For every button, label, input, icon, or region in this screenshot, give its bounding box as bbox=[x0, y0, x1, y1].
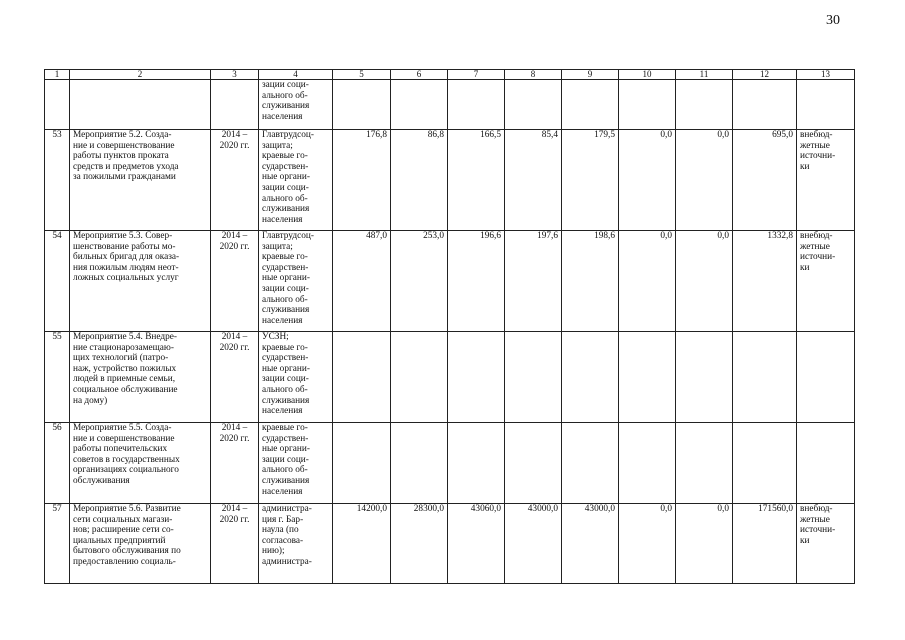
column-header: 3 bbox=[211, 70, 259, 80]
cell-line: ные органи- bbox=[262, 273, 310, 284]
cell-line: служивания bbox=[262, 101, 310, 112]
cell-line: 2020 гг. bbox=[219, 514, 250, 525]
header-row bbox=[45, 70, 855, 80]
cell-line: Главтрудсоц- bbox=[262, 231, 314, 241]
value-cell-v5 bbox=[333, 423, 391, 504]
value-cell-v8: 85,4 bbox=[505, 130, 562, 231]
value-cell-v5 bbox=[333, 80, 391, 130]
cell-line: краевые го- bbox=[262, 342, 308, 353]
cell-line: Мероприятие 5.3. Совер- bbox=[73, 231, 173, 241]
value-cell-v11: 0,0 bbox=[676, 231, 733, 332]
cell-line: обслуживания bbox=[73, 475, 130, 486]
table-row bbox=[45, 231, 855, 332]
cell-line: служивания bbox=[262, 305, 310, 316]
value-cell-v8 bbox=[505, 80, 562, 130]
cell-line: сударствен- bbox=[262, 353, 309, 364]
cell-line: людей в приемные семьи, bbox=[73, 374, 176, 385]
cell-line: защита; bbox=[262, 140, 293, 151]
cell-line: ние стационарозамещаю- bbox=[73, 342, 174, 353]
cell-line: зации соци- bbox=[262, 374, 309, 385]
cell-line: жетные bbox=[800, 140, 830, 151]
cell-line: ложных социальных услуг bbox=[73, 273, 179, 284]
cell-line: источни- bbox=[800, 151, 836, 162]
executor-cell bbox=[259, 80, 333, 130]
measure-cell bbox=[70, 130, 211, 231]
row-number: 55 bbox=[45, 332, 70, 423]
value-cell-v10 bbox=[619, 332, 676, 423]
cell-line: 2020 гг. bbox=[219, 241, 250, 252]
cell-line: зации соци- bbox=[262, 80, 309, 90]
cell-line: работы пунктов проката bbox=[73, 151, 169, 162]
cell-line: 2014 – bbox=[221, 332, 248, 342]
cell-line: ные органи- bbox=[262, 172, 310, 183]
source-cell bbox=[797, 504, 855, 584]
column-header: 10 bbox=[619, 70, 676, 80]
value-cell-v5: 176,8 bbox=[333, 130, 391, 231]
source-cell bbox=[797, 332, 855, 423]
cell-line: на дому) bbox=[73, 395, 108, 406]
value-cell-v11: 0,0 bbox=[676, 504, 733, 584]
executor-cell bbox=[259, 332, 333, 423]
cell-line: ального об- bbox=[262, 465, 308, 476]
cell-line: работы попечительских bbox=[73, 444, 168, 455]
value-cell-v7: 196,6 bbox=[448, 231, 505, 332]
cell-line: краевые го- bbox=[262, 151, 308, 162]
value-cell-v7: 43060,0 bbox=[448, 504, 505, 584]
period-cell bbox=[211, 80, 259, 130]
measure-cell bbox=[70, 231, 211, 332]
cell-line: служивания bbox=[262, 395, 310, 406]
cell-line: Мероприятие 5.5. Созда- bbox=[73, 423, 172, 433]
table-row bbox=[45, 80, 855, 130]
cell-line: социальное обслуживание bbox=[73, 384, 178, 395]
value-cell-v8: 197,6 bbox=[505, 231, 562, 332]
cell-line: зации соци- bbox=[262, 283, 309, 294]
cell-line: внебюд- bbox=[800, 231, 833, 241]
value-cell-v6: 253,0 bbox=[391, 231, 448, 332]
cell-line: зации соци- bbox=[262, 454, 309, 465]
cell-line: ные органи- bbox=[262, 363, 310, 374]
cell-line: согласова- bbox=[262, 535, 304, 546]
value-cell-v12 bbox=[733, 80, 797, 130]
value-cell-v9: 43000,0 bbox=[562, 504, 619, 584]
value-cell-v12 bbox=[733, 332, 797, 423]
value-cell-v11 bbox=[676, 80, 733, 130]
period-cell bbox=[211, 504, 259, 584]
cell-line: внебюд- bbox=[800, 504, 833, 514]
cell-line: Мероприятие 5.4. Внедре- bbox=[73, 332, 177, 342]
value-cell-v9: 179,5 bbox=[562, 130, 619, 231]
cell-line: щих технологий (патро- bbox=[73, 353, 169, 364]
cell-line: наж, устройство пожилых bbox=[73, 363, 177, 374]
source-cell bbox=[797, 231, 855, 332]
cell-line: организациях социального bbox=[73, 465, 179, 476]
cell-line: 2014 – bbox=[221, 423, 248, 433]
measures-table bbox=[44, 69, 855, 584]
executor-cell bbox=[259, 504, 333, 584]
value-cell-v10 bbox=[619, 423, 676, 504]
cell-line: ки bbox=[800, 161, 810, 172]
cell-line: населения bbox=[262, 111, 303, 122]
cell-line: жетные bbox=[800, 514, 830, 525]
cell-line: ального об- bbox=[262, 90, 308, 101]
value-cell-v8: 43000,0 bbox=[505, 504, 562, 584]
cell-line: защита; bbox=[262, 241, 293, 252]
column-header: 7 bbox=[448, 70, 505, 80]
source-cell bbox=[797, 130, 855, 231]
value-cell-v6 bbox=[391, 332, 448, 423]
value-cell-v7 bbox=[448, 80, 505, 130]
cell-line: жетные bbox=[800, 241, 830, 252]
cell-line: населения bbox=[262, 486, 303, 497]
cell-line: наула (по bbox=[262, 525, 299, 536]
value-cell-v10 bbox=[619, 80, 676, 130]
period-cell bbox=[211, 423, 259, 504]
cell-line: ция г. Бар- bbox=[262, 514, 304, 525]
measure-cell bbox=[70, 332, 211, 423]
column-header: 11 bbox=[676, 70, 733, 80]
table-row bbox=[45, 504, 855, 584]
cell-line: 2014 – bbox=[221, 130, 248, 140]
source-cell bbox=[797, 80, 855, 130]
cell-line: краевые го- bbox=[262, 423, 308, 433]
column-header: 9 bbox=[562, 70, 619, 80]
executor-cell bbox=[259, 231, 333, 332]
value-cell-v7: 166,5 bbox=[448, 130, 505, 231]
cell-line: 2020 гг. bbox=[219, 433, 250, 444]
cell-line: ния пожилым людям неот- bbox=[73, 262, 179, 273]
cell-line: 2020 гг. bbox=[219, 140, 250, 151]
table-body bbox=[45, 70, 855, 584]
column-header: 4 bbox=[259, 70, 333, 80]
period-cell bbox=[211, 231, 259, 332]
measure-cell bbox=[70, 80, 211, 130]
column-header: 5 bbox=[333, 70, 391, 80]
table-row bbox=[45, 332, 855, 423]
cell-line: шенствование работы мо- bbox=[73, 241, 176, 252]
column-header: 12 bbox=[733, 70, 797, 80]
cell-line: ные органи- bbox=[262, 444, 310, 455]
cell-line: населения bbox=[262, 406, 303, 417]
cell-line: бильных бригад для оказа- bbox=[73, 252, 180, 263]
cell-line: циальных предприятий bbox=[73, 535, 166, 546]
period-cell bbox=[211, 130, 259, 231]
cell-line: ки bbox=[800, 262, 810, 273]
cell-line: 2014 – bbox=[221, 231, 248, 241]
value-cell-v11: 0,0 bbox=[676, 130, 733, 231]
value-cell-v12: 1332,8 bbox=[733, 231, 797, 332]
row-number: 54 bbox=[45, 231, 70, 332]
page-number: 30 bbox=[826, 13, 840, 28]
cell-line: нию); bbox=[262, 546, 285, 557]
cell-line: населения bbox=[262, 214, 303, 225]
value-cell-v5: 14200,0 bbox=[333, 504, 391, 584]
cell-line: ального об- bbox=[262, 294, 308, 305]
row-number: 56 bbox=[45, 423, 70, 504]
table-row bbox=[45, 130, 855, 231]
value-cell-v9 bbox=[562, 80, 619, 130]
column-header: 6 bbox=[391, 70, 448, 80]
value-cell-v9 bbox=[562, 332, 619, 423]
value-cell-v7 bbox=[448, 423, 505, 504]
cell-line: УСЗН; bbox=[262, 332, 289, 342]
value-cell-v11 bbox=[676, 332, 733, 423]
column-header: 8 bbox=[505, 70, 562, 80]
executor-cell bbox=[259, 423, 333, 504]
row-number: 57 bbox=[45, 504, 70, 584]
cell-line: ки bbox=[800, 535, 810, 546]
value-cell-v10: 0,0 bbox=[619, 231, 676, 332]
column-header: 13 bbox=[797, 70, 855, 80]
cell-line: нов; расширение сети со- bbox=[73, 525, 174, 536]
cell-line: источни- bbox=[800, 252, 836, 263]
column-header: 1 bbox=[45, 70, 70, 80]
cell-line: сударствен- bbox=[262, 433, 309, 444]
cell-line: служивания bbox=[262, 475, 310, 486]
cell-line: 2014 – bbox=[221, 504, 248, 514]
cell-line: за пожилыми гражданами bbox=[73, 172, 176, 183]
row-number bbox=[45, 80, 70, 130]
cell-line: администра- bbox=[262, 556, 312, 567]
cell-line: 2020 гг. bbox=[219, 342, 250, 353]
cell-line: сударствен- bbox=[262, 262, 309, 273]
table-row bbox=[45, 423, 855, 504]
cell-line: советов в государственных bbox=[73, 454, 180, 465]
cell-line: администра- bbox=[262, 504, 312, 514]
cell-line: зации соци- bbox=[262, 182, 309, 193]
measure-cell bbox=[70, 504, 211, 584]
value-cell-v12: 695,0 bbox=[733, 130, 797, 231]
value-cell-v10: 0,0 bbox=[619, 504, 676, 584]
value-cell-v6 bbox=[391, 423, 448, 504]
cell-line: служивания bbox=[262, 204, 310, 215]
cell-line: внебюд- bbox=[800, 130, 833, 140]
executor-cell bbox=[259, 130, 333, 231]
measure-cell bbox=[70, 423, 211, 504]
value-cell-v9: 198,6 bbox=[562, 231, 619, 332]
cell-line: источни- bbox=[800, 525, 836, 536]
row-number: 53 bbox=[45, 130, 70, 231]
value-cell-v6 bbox=[391, 80, 448, 130]
cell-line: Главтрудсоц- bbox=[262, 130, 314, 140]
cell-line: предоставлению социаль- bbox=[73, 556, 176, 567]
cell-line: сударствен- bbox=[262, 161, 309, 172]
cell-line: краевые го- bbox=[262, 252, 308, 263]
period-cell bbox=[211, 332, 259, 423]
value-cell-v11 bbox=[676, 423, 733, 504]
cell-line: Мероприятие 5.2. Созда- bbox=[73, 130, 172, 140]
value-cell-v12: 171560,0 bbox=[733, 504, 797, 584]
value-cell-v8 bbox=[505, 423, 562, 504]
cell-line: ние и совершенствование bbox=[73, 433, 175, 444]
cell-line: средств и предметов ухода bbox=[73, 161, 179, 172]
cell-line: бытового обслуживания по bbox=[73, 546, 181, 557]
cell-line: ального об- bbox=[262, 384, 308, 395]
value-cell-v6: 86,8 bbox=[391, 130, 448, 231]
value-cell-v12 bbox=[733, 423, 797, 504]
cell-line: ние и совершенствование bbox=[73, 140, 175, 151]
source-cell bbox=[797, 423, 855, 504]
value-cell-v8 bbox=[505, 332, 562, 423]
column-header: 2 bbox=[70, 70, 211, 80]
value-cell-v10: 0,0 bbox=[619, 130, 676, 231]
value-cell-v5: 487,0 bbox=[333, 231, 391, 332]
value-cell-v7 bbox=[448, 332, 505, 423]
value-cell-v9 bbox=[562, 423, 619, 504]
cell-line: ального об- bbox=[262, 193, 308, 204]
value-cell-v5 bbox=[333, 332, 391, 423]
cell-line: сети социальных магази- bbox=[73, 514, 173, 525]
cell-line: Мероприятие 5.6. Развитие bbox=[73, 504, 181, 514]
value-cell-v6: 28300,0 bbox=[391, 504, 448, 584]
cell-line: населения bbox=[262, 315, 303, 326]
